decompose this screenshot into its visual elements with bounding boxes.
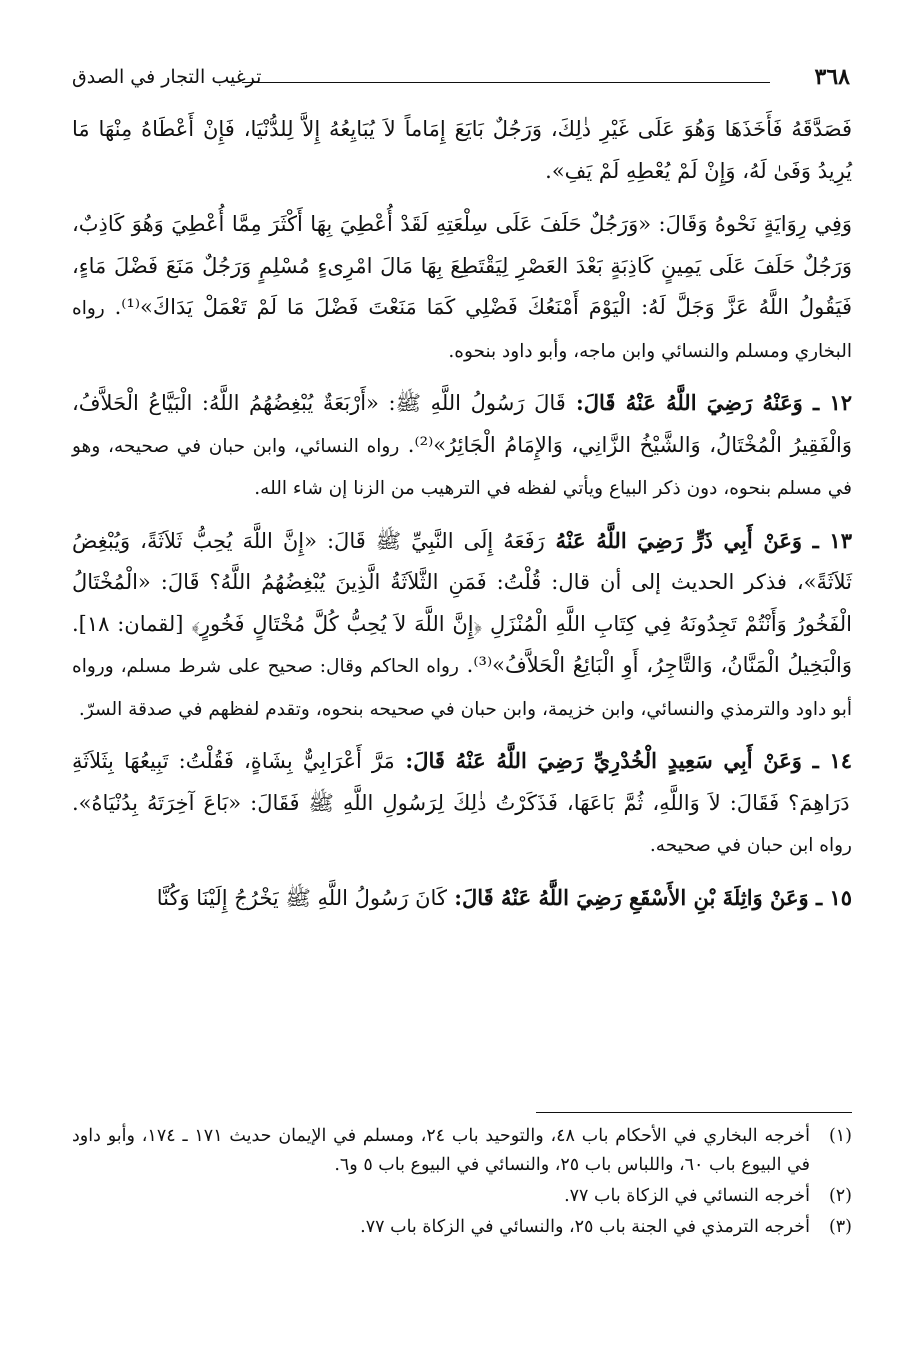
footnote-text: أخرجه البخاري في الأحكام باب ٤٨، والتوحيد باب ٢٤، ومسلم في الإيمان حديث ١٧١ ـ ١٧٤، وأبو داود في البيوع باب ٦٠، واللباس باب ٢٥، والنسائي في البيوع باب ٥ و٦. bbox=[72, 1126, 810, 1175]
page-number: ٣٦٨ bbox=[814, 64, 850, 90]
footnote-text: أخرجه النسائي في الزكاة باب ٧٧. bbox=[564, 1186, 810, 1206]
footnote bbox=[72, 1122, 852, 1180]
footnote-rule bbox=[536, 1112, 852, 1113]
hadith-lead: ١٢ ـ وَعَنْهُ رَضِيَ اللَّهُ عَنْهُ قَالَ: bbox=[565, 390, 852, 415]
paragraph bbox=[72, 382, 852, 510]
paragraph-text: فَصَدَّقَهُ فَأَخَذَهَا وَهُوَ عَلَى غَيْرِ ذٰلِكَ، وَرَجُلٌ بَايَعَ إِمَاماً لاَ يُبَايِعُهُ إِلاَّ لِلدُّنْيَا، فَإِنْ أَعْطَاهُ مِنْهَا مَا يُرِيدُ وَفَىٰ لَهُ، وَإِنْ لَمْ يُعْطِهِ لَمْ يَفِ». bbox=[72, 117, 852, 183]
paragraph-source: رواه ابن حبان في صحيحه. bbox=[649, 835, 852, 856]
footnote-text: أخرجه الترمذي في الجنة باب ٢٥، والنسائي في الزكاة باب ٧٧. bbox=[360, 1217, 810, 1237]
paragraph-source: رواه الحاكم وقال: صحيح على شرط مسلم، ورواه أبو داود والترمذي والنسائي، وابن خزيمة، وابن حبان في صحيحه بنحوه، وتقدم لفظهم في صدقة السرّ. bbox=[72, 656, 852, 720]
hadith-lead: ١٤ ـ وَعَنْ أَبِي سَعِيدٍ الْخُدْرِيِّ رَضِيَ اللَّهُ عَنْهُ قَالَ: bbox=[394, 748, 852, 773]
paragraph-source: رواه البخاري ومسلم والنسائي وابن ماجه، وأبو داود بنحوه. bbox=[72, 298, 852, 362]
paragraph-text: مَرَّ أَعْرَابِيٌّ بِشَاةٍ، فَقُلْتُ: تَبِيعُهَا بِثَلاَثَةِ دَرَاهِمَ؟ فَقَالَ: لاَ وَاللَّهِ، ثُمَّ بَاعَهَا، فَذَكَرْتُ ذٰلِكَ لِرَسُولِ اللَّهِ ﷺ فَقَالَ: «بَاعَ آخِرَتَهُ بِدُنْيَاهُ». bbox=[72, 749, 850, 815]
running-title: ترغيب التجار في الصدق bbox=[72, 66, 262, 88]
footnote-number: (٢) bbox=[828, 1186, 852, 1206]
footnote-number: (٣) bbox=[828, 1217, 852, 1237]
header-rule bbox=[242, 82, 770, 83]
paragraph-source: رواه النسائي، وابن حبان في صحيحه، وهو في مسلم بنحوه، دون ذكر البياع ويأتي لفظه في الترهيب من الزنا إن شاء الله. bbox=[72, 435, 852, 499]
footnotes bbox=[72, 1122, 852, 1244]
footnote bbox=[72, 1182, 852, 1211]
running-header bbox=[72, 66, 850, 96]
hadith-lead: ١٣ ـ وَعَنْ أَبِي ذَرٍّ رَضِيَ اللَّهُ عَنْهُ bbox=[544, 527, 852, 553]
footnote-number: (١) bbox=[828, 1126, 852, 1146]
paragraph bbox=[72, 740, 852, 867]
main-text bbox=[72, 108, 852, 930]
paragraph bbox=[72, 203, 852, 372]
paragraph-text: قَالَ رَسُولُ اللَّهِ ﷺ: «أَرْبَعَةٌ يُبْغِضُهُمُ اللَّهُ: الْبَيَّاعُ الْحَلاَّفُ، وَالْفَقِيرُ الْمُخْتَالُ، وَالشَّيْخُ الزَّانِي، وَالإِمَامُ الْجَائِرُ»⁽²⁾. bbox=[72, 391, 852, 457]
paragraph bbox=[72, 520, 852, 731]
paragraph-text: كَانَ رَسُولُ اللَّهِ ﷺ يَخْرُجُ إِلَيْنَا وَكُنَّا bbox=[156, 885, 447, 910]
paragraph bbox=[72, 108, 852, 193]
paragraph bbox=[72, 877, 852, 921]
paragraph-text: رَفَعَهُ إِلَى النَّبِيِّ ﷺ قَالَ: «إِنَّ اللَّهَ يُحِبُّ ثَلاَثَةً، وَيُبْغِضُ ثَلاَثَةً»، فذكر الحديث إلى أن قال: قُلْتُ: فَمَنِ الثَّلاَثَةُ الَّذِينَ يُبْغِضُهُمُ اللَّهُ؟ قَالَ: «الْمُخْتَالُ الْفَخُورُ وَأَنْتُمْ تَجِدُونَهُ فِي كِتَابِ اللَّهِ الْمُنْزَلِ ﴿إِنَّ اللَّهَ لاَ يُحِبُّ كُلَّ مُخْتَالٍ فَخُورٍ﴾ [لقمان: ١٨]. وَالْبَخِيلُ الْمَنَّانُ، وَالتَّاجِرُ، أَوِ الْبَائِعُ الْحَلاَّفُ»⁽³⁾. bbox=[72, 528, 852, 677]
paragraph-text: وَفِي رِوَايَةٍ نَحْوهُ وَقَالَ: «وَرَجُلٌ حَلَفَ عَلَى سِلْعَتِهِ لَقَدْ أُعْطِيَ بِهَا أَكْثَرَ مِمَّا أُعْطِيَ وَهُوَ كَاذِبٌ، وَرَجُلٌ حَلَفَ عَلَى يَمِينٍ كَاذِبَةٍ بَعْدَ العَصْرِ لِيَقْتَطِعَ بِهَا مَالَ امْرِىءٍ مُسْلِمٍ وَرَجُلٌ مَنَعَ فَضْلَ مَاءٍ، فَيَقُولُ اللَّهُ عَزَّ وَجَلَّ لَهُ: الْيَوْمَ أَمْنَعُكَ فَضْلِي كَمَا مَنَعْتَ فَضْلَ مَا لَمْ تَعْمَلْ يَدَاكَ»⁽¹⁾. bbox=[72, 212, 852, 319]
hadith-lead: ١٥ ـ وَعَنْ وَاثِلَةَ بْنِ الأَسْقَعِ رَضِيَ اللَّهُ عَنْهُ قَالَ: bbox=[446, 884, 852, 910]
footnote bbox=[72, 1213, 852, 1242]
